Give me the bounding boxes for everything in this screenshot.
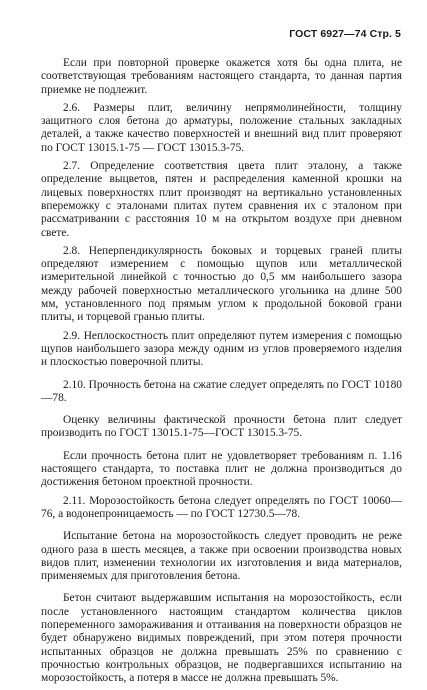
paragraph-beton: Бетон считают выдержавшим испытания на морозостойкость, если после установленного настоящим стандартом количества циклов попеременного замораживания и оттаивания на поверхности образцов не будет обнаружено видимых повреждений, при этом потеря прочности испытанных образцов не должна превышать 25% по сравнению с прочностью контрольных образцов, не подвергавшихся испытанию на морозостойкость, а потеря в массе не должна превышать 5%. — [41, 592, 402, 685]
paragraph-2-11: 2.11. Морозостойкость бетона следует определять по ГОСТ 10060—76, а водонепроницаемость — по ГОСТ 12730.5—78. — [41, 494, 402, 520]
paragraph-partiya: Если при повторной проверке окажется хотя бы одна плита, не соответствующая требованиям настоящего стандарта, то данная партия приемке не подлежит. — [41, 57, 402, 96]
paragraph-2-9: 2.9. Неплоскостность плит определяют путем измерения с помощью щупов наибольшего зазора между одним из углов проверяемого изделия и плоскостью поверочной плиты. — [41, 329, 402, 369]
paragraph-otsenka: Оценку величины фактической прочности бетона плит следует производить по ГОСТ 13015.1-75—ГОСТ 13015.3-75. — [41, 414, 402, 440]
paragraph-prochnost: Если прочность бетона плит не удовлетворяет требованиям п. 1.16 настоящего стандарта, то поставка плит не должна производиться до достижения бетоном проектной прочности. — [41, 449, 402, 489]
paragraph-2-8: 2.8. Неперпендикулярность боковых и торцевых граней плиты определяют измерением с помощью щупов или металлической измерительной линейкой с точностью до 0,5 мм наибольшего зазора между рабочей поверхностью металлического угольника на длине 500 мм, установленного под прямым углом к продольной боковой грани плиты, и торцевой гранью плиты. — [41, 244, 402, 324]
paragraph-2-7: 2.7. Определение соответствия цвета плит эталону, а также определение выцветов, пятен и распределения каменной крошки на лицевых поверхностях плит производят на вертикально установленных впереможку с эталонами плитах путем сравнения их с эталоном при рассматривании с расстояния 10 м на открытом воздухе при дневном свете. — [41, 160, 402, 239]
paragraph-2-10: 2.10. Прочность бетона на сжатие следует определять по ГОСТ 10180—78. — [41, 378, 402, 404]
paragraph-2-6: 2.6. Размеры плит, величину непрямолинейности, толщину защитного слоя бетона до арматуры, положение стальных закладных деталей, а также качество поверхностей и внешний вид плит проверяют по ГОСТ 13015.1-75 — ГОСТ 13015.3-75. — [41, 101, 402, 154]
page-header: ГОСТ 6927—74 Стр. 5 — [289, 28, 401, 40]
document-body — [41, 57, 402, 690]
paragraph-ispytanie: Испытание бетона на морозостойкость следует проводить не реже одного раза в шесть месяцев, а также при освоении производства новых видов плит, изменении технологии их изготовления и вида материалов, применяемых для приготовления бетона. — [41, 530, 402, 583]
